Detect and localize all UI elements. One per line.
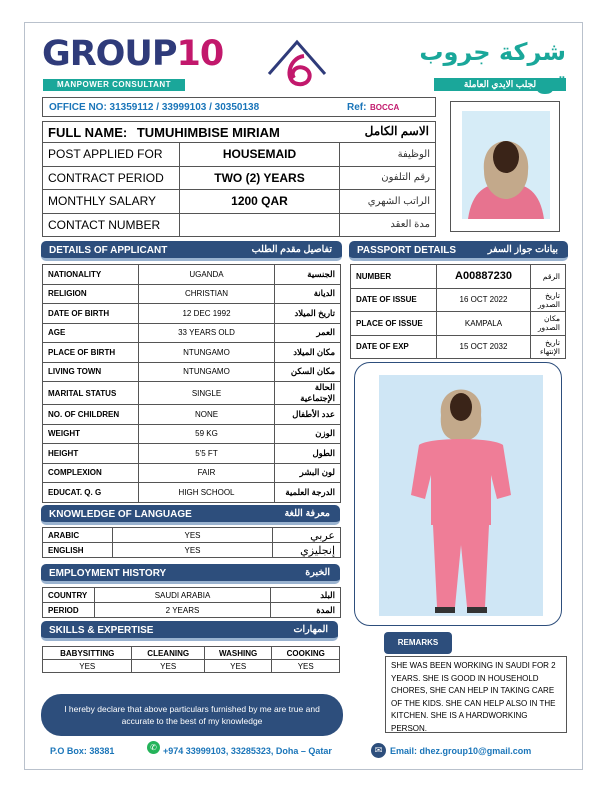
main-row-ar: الراتب الشهري xyxy=(340,190,436,214)
employment-title-ar: الخبرة xyxy=(305,567,330,578)
skill-value: YES xyxy=(272,660,340,673)
skill-header: COOKING xyxy=(272,647,340,660)
employment-table xyxy=(42,587,341,618)
main-row-ar: رقم التلفون xyxy=(340,166,436,190)
footer-email: Email: dhez.group10@gmail.com xyxy=(390,746,532,756)
applicant-row xyxy=(43,444,341,464)
applicant-label: NO. OF CHILDREN xyxy=(43,405,139,425)
language-row xyxy=(43,528,341,543)
applicant-row xyxy=(43,284,341,304)
applicant-row xyxy=(43,304,341,324)
main-row-value xyxy=(180,213,340,237)
main-row-ar: مدة العقد xyxy=(340,213,436,237)
remarks-header: REMARKS xyxy=(384,632,452,654)
logo-subtitle: MANPOWER CONSULTANT xyxy=(43,79,185,91)
language-ar: إنجليزي xyxy=(273,543,341,558)
applicant-row xyxy=(43,483,341,503)
applicant-row xyxy=(43,265,341,285)
main-row-ar: الوظيفة xyxy=(340,143,436,167)
applicant-label: MARITAL STATUS xyxy=(43,382,139,405)
applicant-row xyxy=(43,343,341,363)
applicant-ar: مكان السكن xyxy=(275,362,341,382)
applicant-row xyxy=(43,382,341,405)
passport-row xyxy=(351,312,566,336)
applicant-value: NONE xyxy=(139,405,275,425)
applicant-fullbody-photo xyxy=(379,375,543,616)
applicant-ar: الوزن xyxy=(275,424,341,444)
main-row-value: TWO (2) YEARS xyxy=(180,166,340,190)
passport-value: A00887230 xyxy=(437,265,531,289)
applicant-ar: الحالة الإجتماعية xyxy=(275,382,341,405)
company-logo: GROUP10 xyxy=(42,34,224,74)
employment-value: SAUDI ARABIA xyxy=(95,588,271,603)
applicant-header xyxy=(41,241,342,261)
skill-value: YES xyxy=(132,660,204,673)
applicant-row xyxy=(43,405,341,425)
passport-ar: الرقم xyxy=(531,265,566,289)
passport-label: DATE OF ISSUE xyxy=(351,288,437,312)
passport-value: 15 OCT 2032 xyxy=(437,335,531,359)
portrait-frame xyxy=(450,101,560,232)
main-row-label: CONTACT NUMBER xyxy=(43,213,180,237)
applicant-table xyxy=(42,264,341,503)
passport-row xyxy=(351,265,566,289)
applicant-label: AGE xyxy=(43,323,139,343)
applicant-value: SINGLE xyxy=(139,382,275,405)
passport-header xyxy=(349,241,568,261)
language-label: ARABIC xyxy=(43,528,113,543)
main-row xyxy=(43,166,436,190)
arabic-logo: شركة جروب xyxy=(419,38,566,66)
main-row xyxy=(43,213,436,237)
arabic-logo-subtitle: لجلب الايدي العاملة xyxy=(434,78,566,91)
skills-title: SKILLS & EXPERTISE xyxy=(49,625,154,636)
passport-label: PLACE OF ISSUE xyxy=(351,312,437,336)
skill-value: YES xyxy=(43,660,132,673)
applicant-row xyxy=(43,323,341,343)
applicant-value: 5'5 FT xyxy=(139,444,275,464)
applicant-value: 12 DEC 1992 xyxy=(139,304,275,324)
applicant-ar: العمر xyxy=(275,323,341,343)
applicant-row xyxy=(43,424,341,444)
applicant-ar: الديانة xyxy=(275,284,341,304)
applicant-row xyxy=(43,463,341,483)
passport-label: DATE OF EXP xyxy=(351,335,437,359)
language-title-ar: معرفة اللغة xyxy=(284,508,330,519)
skills-header xyxy=(41,621,338,641)
applicant-label: RELIGION xyxy=(43,284,139,304)
skills-table xyxy=(42,646,340,673)
main-row-value: HOUSEMAID xyxy=(180,143,340,167)
applicant-value: CHRISTIAN xyxy=(139,284,275,304)
passport-row xyxy=(351,335,566,359)
footer-pobox: P.O Box: 38381 xyxy=(50,746,115,756)
passport-ar: تاريخ الصدور xyxy=(531,288,566,312)
office-bar xyxy=(42,97,436,117)
emblem-icon xyxy=(264,34,330,92)
passport-label: NUMBER xyxy=(351,265,437,289)
employment-ar: المدة xyxy=(271,603,341,618)
main-row-value: 1200 QAR xyxy=(180,190,340,214)
main-row xyxy=(43,190,436,214)
passport-value: KAMPALA xyxy=(437,312,531,336)
employment-label: PERIOD xyxy=(43,603,95,618)
skill-header: BABYSITTING xyxy=(43,647,132,660)
language-title: KNOWLEDGE OF LANGUAGE xyxy=(49,509,192,520)
main-row xyxy=(43,143,436,167)
declaration: I hereby declare that above particulars furnished by me are true and accurate to the best of my knowledge xyxy=(41,694,343,736)
applicant-value: 59 KG xyxy=(139,424,275,444)
skill-header: CLEANING xyxy=(132,647,204,660)
ref-label: Ref: xyxy=(347,102,367,113)
main-row-label: MONTHLY SALARY xyxy=(43,190,180,214)
applicant-label: COMPLEXION xyxy=(43,463,139,483)
whatsapp-icon: ✆ xyxy=(147,741,160,754)
applicant-value: NTUNGAMO xyxy=(139,362,275,382)
footer-phone: +974 33999103, 33285323, Doha – Qatar xyxy=(163,746,332,756)
skill-header: WASHING xyxy=(204,647,272,660)
email-icon: ✉ xyxy=(371,743,386,758)
employment-label: COUNTRY xyxy=(43,588,95,603)
skills-title-ar: المهارات xyxy=(293,624,328,635)
applicant-title: DETAILS OF APPLICANT xyxy=(49,245,168,256)
applicant-ar: الجنسية xyxy=(275,265,341,285)
full-name-ar: الاسم الكامل xyxy=(364,124,429,138)
applicant-value: HIGH SCHOOL xyxy=(139,483,275,503)
language-value: YES xyxy=(113,528,273,543)
passport-ar: مكان الصدور xyxy=(531,312,566,336)
passport-ar: تاريخ الإنتهاء xyxy=(531,335,566,359)
employment-row xyxy=(43,603,341,618)
applicant-row xyxy=(43,362,341,382)
language-ar: عربي xyxy=(273,528,341,543)
applicant-ar: الطول xyxy=(275,444,341,464)
main-info-table xyxy=(42,121,436,237)
applicant-label: WEIGHT xyxy=(43,424,139,444)
full-name-label: FULL NAME: xyxy=(48,124,128,140)
employment-header xyxy=(41,564,340,584)
applicant-label: HEIGHT xyxy=(43,444,139,464)
passport-title: PASSPORT DETAILS xyxy=(357,245,457,256)
applicant-title-ar: تفاصيل مقدم الطلب xyxy=(251,244,332,255)
applicant-value: FAIR xyxy=(139,463,275,483)
skill-value: YES xyxy=(204,660,272,673)
applicant-value: NTUNGAMO xyxy=(139,343,275,363)
office-numbers: OFFICE NO: 31359112 / 33999103 / 30350138 xyxy=(49,102,260,113)
full-name-row xyxy=(43,122,436,143)
language-table xyxy=(42,527,341,558)
full-name-value: TUMUHIMBISE MIRIAM xyxy=(136,124,280,140)
main-row-label: POST APPLIED FOR xyxy=(43,143,180,167)
applicant-label: EDUCAT. Q. G xyxy=(43,483,139,503)
employment-title: EMPLOYMENT HISTORY xyxy=(49,568,167,579)
applicant-label: PLACE OF BIRTH xyxy=(43,343,139,363)
language-header xyxy=(41,505,340,525)
passport-row xyxy=(351,288,566,312)
passport-title-ar: بيانات جواز السفر xyxy=(487,244,558,255)
passport-table xyxy=(350,264,566,359)
passport-value: 16 OCT 2022 xyxy=(437,288,531,312)
applicant-label: DATE OF BIRTH xyxy=(43,304,139,324)
language-value: YES xyxy=(113,543,273,558)
applicant-label: NATIONALITY xyxy=(43,265,139,285)
applicant-ar: الدرجة العلمية xyxy=(275,483,341,503)
employment-value: 2 YEARS xyxy=(95,603,271,618)
employment-row xyxy=(43,588,341,603)
applicant-value: 33 YEARS OLD xyxy=(139,323,275,343)
language-row xyxy=(43,543,341,558)
remarks-text: SHE WAS BEEN WORKING IN SAUDI FOR 2 YEARS. SHE IS GOOD IN HOUSEHOLD CHORES, SHE CAN HELP IN TAKING CARE OF THE KIDS. SHE CAN HELP ALSO IN THE KITCHEN. SHE IS A HARDWORKING PERSON. xyxy=(385,656,567,733)
language-label: ENGLISH xyxy=(43,543,113,558)
applicant-ar: تاريخ الميلاد xyxy=(275,304,341,324)
ref-value: BOCCA xyxy=(370,103,400,112)
applicant-ar: مكان الميلاد xyxy=(275,343,341,363)
applicant-value: UGANDA xyxy=(139,265,275,285)
applicant-ar: لون البشر xyxy=(275,463,341,483)
main-row-label: CONTRACT PERIOD xyxy=(43,166,180,190)
applicant-ar: عدد الأطفال xyxy=(275,405,341,425)
applicant-label: LIVING TOWN xyxy=(43,362,139,382)
employment-ar: البلد xyxy=(271,588,341,603)
